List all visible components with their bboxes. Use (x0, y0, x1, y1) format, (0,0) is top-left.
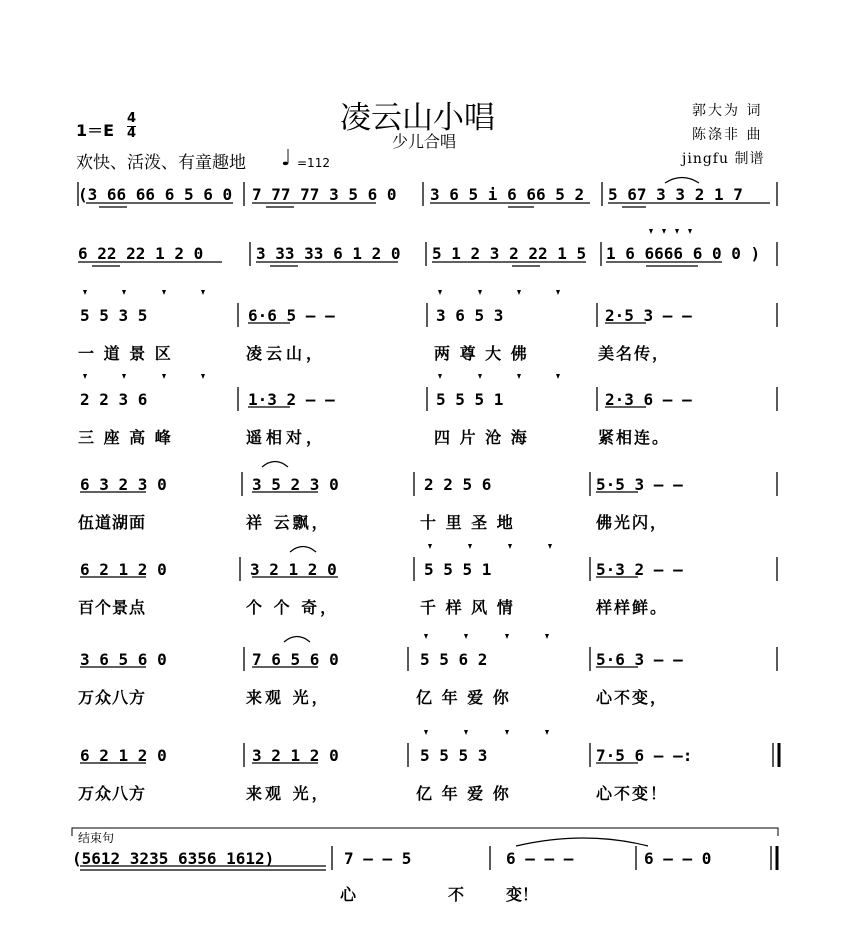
s3-measure-3: 2 2 5 6 (424, 475, 492, 494)
intro-measure-6: 3 33 33 6 1 2 0 (256, 244, 401, 263)
intro-measure-4: 5 67 3 3 2 1 7 (608, 185, 743, 204)
coda-lyric-3: 变！ (506, 885, 539, 904)
quarter-note-icon: ♩ (281, 146, 292, 171)
intro-measure-7: 5 1 2 3 2 22 1 5 (432, 244, 587, 263)
s3-measure-4: 5·5 3 – – (596, 475, 683, 494)
composer-credit: 陈涤非 曲 (692, 127, 763, 143)
s4-measure-2: 3 2 1 2 0 (250, 560, 337, 579)
v1-measure-1: 5 5 3 5 (80, 306, 148, 325)
arranger-credit: jingfu 制谱 (682, 151, 765, 167)
v1-lyric-1: 一 道 景 区 (78, 344, 173, 363)
time-signature-bottom: 4 (127, 126, 137, 141)
s4-measure-3: 5 5 5 1 (424, 560, 492, 579)
s3-measure-2: 3 5 2 3 0 (252, 475, 339, 494)
s5-measure-1: 3 6 5 6 0 (80, 650, 167, 669)
v2-lyric-1: 三 座 高 峰 (78, 428, 173, 447)
s3-lyric-4: 佛光闪， (596, 513, 669, 532)
s6-measure-1: 6 2 1 2 0 (80, 746, 167, 765)
v2-measure-2: 1·3 2 – – (248, 390, 335, 409)
s6-lyric-3: 亿 年 爱 你 (416, 784, 511, 803)
intro-measure-3: 3 6 5 i 6 66 5 2 (430, 185, 585, 204)
coda-measure-2: 7 – – 5 (344, 849, 412, 868)
time-signature-top: 4 (127, 111, 137, 126)
v2-lyric-4: 紧相连。 (598, 428, 671, 447)
s5-measure-3: 5 5 6 2 (420, 650, 488, 669)
coda-measure-1: (5612 3235 6356 1612) (72, 849, 275, 868)
v2-measure-4: 2·3 6 – – (605, 390, 692, 409)
s6-lyric-4: 心不变！ (596, 784, 669, 803)
expression-marking: 欢快、活泼、有童趣地 (76, 153, 246, 173)
tempo-value: =112 (297, 156, 330, 170)
coda-measure-4: 6 – – 0 (644, 849, 712, 868)
coda-label: 结束句 (78, 831, 115, 845)
v2-lyric-3: 四 片 沧 海 (434, 428, 529, 447)
s5-measure-2: 7 6 5 6 0 (252, 650, 339, 669)
s5-lyric-2: 来观 光， (246, 688, 331, 707)
s3-lyric-3: 十 里 圣 地 (420, 513, 515, 532)
lyricist-credit: 郭大为 词 (692, 103, 763, 119)
v1-lyric-3: 两 尊 大 佛 (434, 344, 529, 363)
coda-bracket (72, 828, 778, 836)
s4-lyric-2: 个 个 奇， (246, 598, 340, 617)
v2-measure-1: 2 2 3 6 (80, 390, 148, 409)
s4-lyric-3: 千 样 风 情 (420, 598, 515, 617)
v2-measure-3: 5 5 5 1 (436, 390, 504, 409)
intro-measure-5: 6 22 22 1 2 0 (78, 244, 204, 263)
s5-measure-4: 5·6 3 – – (596, 650, 683, 669)
s5-lyric-4: 心不变， (596, 688, 669, 707)
song-title: 凌云山小唱 (340, 100, 495, 136)
s4-measure-4: 5·3 2 – – (596, 560, 683, 579)
s6-lyric-2: 来观 光， (246, 784, 331, 803)
s4-lyric-4: 样样鲜。 (596, 598, 669, 617)
s4-lyric-1: 百个景点 (78, 598, 147, 617)
coda-lyric-2: 不 (448, 885, 465, 904)
s6-measure-4: 7·5 6 – –: (596, 746, 693, 765)
s3-lyric-2: 祥 云飘， (246, 513, 331, 532)
v1-lyric-4: 美名传， (598, 344, 671, 363)
s6-lyric-1: 万众八方 (78, 784, 147, 803)
s6-measure-2: 3 2 1 2 0 (252, 746, 339, 765)
s6-measure-3: 5 5 5 3 (420, 746, 488, 765)
s4-measure-1: 6 2 1 2 0 (80, 560, 167, 579)
s3-measure-1: 6 3 2 3 0 (80, 475, 167, 494)
coda-lyric-1: 心 (340, 885, 357, 904)
beams (78, 203, 770, 870)
v1-measure-4: 2·5 3 – – (605, 306, 692, 325)
intro-measure-1: (3 66 66 6 5 6 0 (78, 185, 233, 204)
s5-lyric-1: 万众八方 (78, 688, 147, 707)
intro-measure-2: 7 77 77 3 5 6 0 (252, 185, 397, 204)
intro-measure-8: 1 6 6666 6 0 0 ) (606, 244, 761, 263)
key-signature: 1＝E (76, 121, 115, 140)
v2-lyric-2: 遥相对， (246, 428, 327, 447)
s5-lyric-3: 亿 年 爱 你 (416, 688, 511, 707)
v1-measure-3: 3 6 5 3 (436, 306, 504, 325)
v1-lyric-2: 凌云山， (246, 344, 327, 363)
s3-lyric-1: 伍道湖面 (78, 513, 147, 532)
coda-measure-3: 6 – – – (506, 849, 574, 868)
song-subtitle: 少儿合唱 (392, 132, 457, 151)
v1-measure-2: 6·6 5 – – (248, 306, 335, 325)
